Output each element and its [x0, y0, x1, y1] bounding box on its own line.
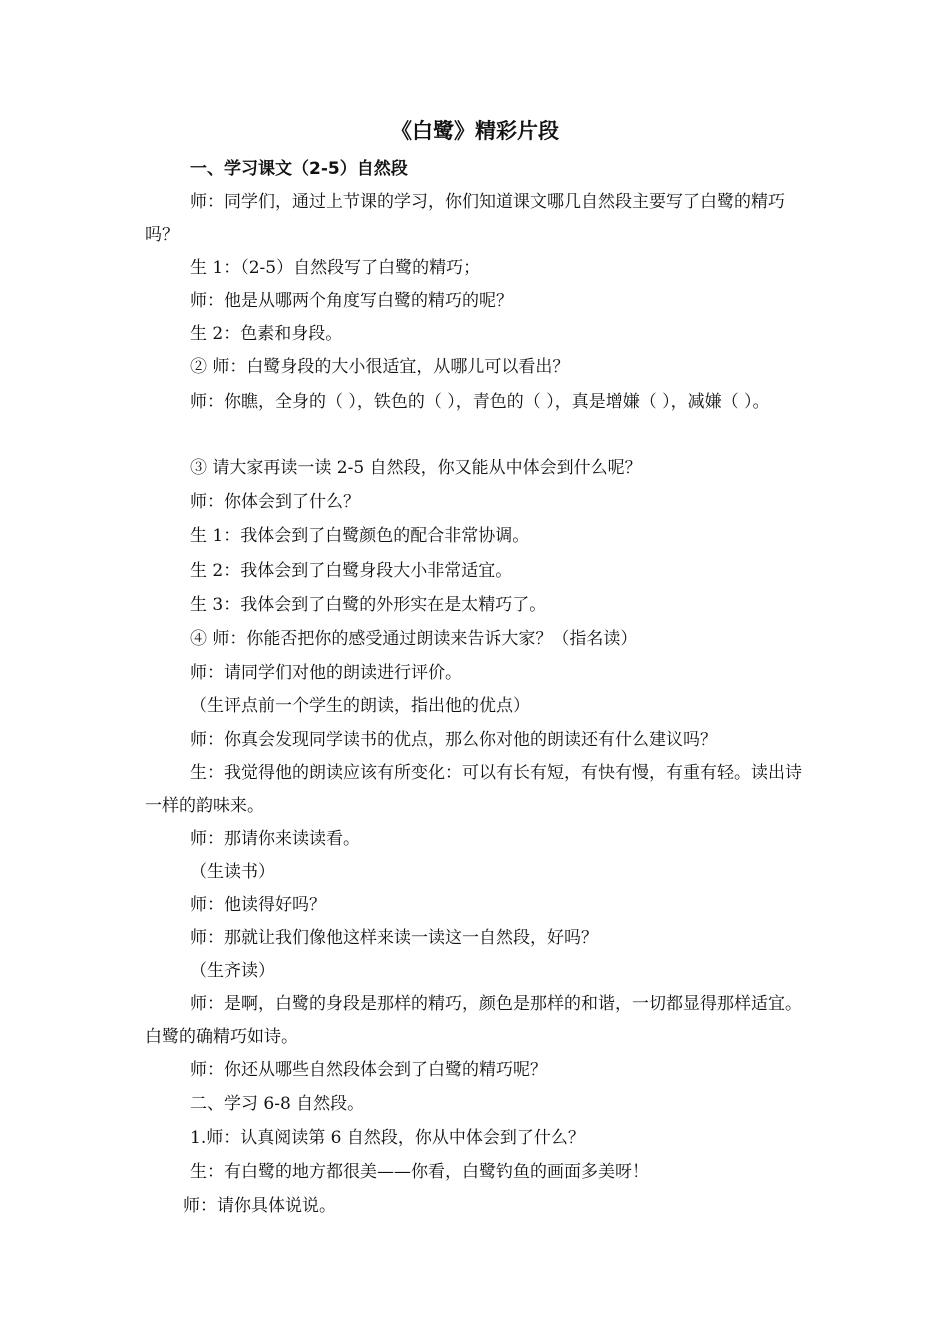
- paragraph: 生 1：我体会到了白鹭颜色的配合非常协调。: [190, 526, 530, 546]
- paragraph: 师：请同学们对他的朗读进行评价。: [190, 663, 462, 683]
- document-title: 《白鹭》精彩片段: [391, 119, 559, 143]
- paragraph: 师：你瞧，全身的（ ），铁色的（ ），青色的（ ），真是增嫌（ ），减嫌（ ）。: [190, 392, 770, 412]
- paragraph: （生评点前一个学生的朗读，指出他的优点）: [190, 696, 530, 716]
- paragraph: 生 2：我体会到了白鹭身段大小非常适宜。: [190, 561, 513, 581]
- section-heading-2: 二、学习 6-8 自然段。: [190, 1094, 365, 1114]
- paragraph: 生 1：（2-5）自然段写了白鹭的精巧；: [190, 258, 481, 278]
- paragraph: 生 2：色素和身段。: [190, 324, 343, 344]
- paragraph: 师：你还从哪些自然段体会到了白鹭的精巧呢？: [190, 1060, 547, 1080]
- section-heading-1: 一、学习课文（2-5）自然段: [190, 159, 408, 179]
- paragraph: 生 3：我体会到了白鹭的外形实在是太精巧了。: [190, 595, 547, 615]
- paragraph: 1.师：认真阅读第 6 自然段，你从中体会到了什么？: [190, 1128, 585, 1148]
- paragraph: 师：他是从哪两个角度写白鹭的精巧的呢？: [190, 291, 513, 311]
- paragraph: 生：我觉得他的朗读应该有所变化：可以有长有短，有快有慢，有重有轻。读出诗一样的韵味来。: [145, 763, 802, 816]
- paragraph: 师：是啊，白鹭的身段是那样的精巧，颜色是那样的和谐，一切都显得那样适宜。白鹭的确精巧如诗。: [145, 994, 802, 1047]
- paragraph: （生读书）: [190, 862, 275, 882]
- paragraph: 师：那请你来读读看。: [190, 829, 360, 849]
- paragraph: 师：你体会到了什么？: [190, 492, 360, 512]
- paragraph: ④ 师：你能否把你的感受通过朗读来告诉大家？（指名读）: [190, 629, 638, 649]
- paragraph: ③ 请大家再读一读 2-5 自然段，你又能从中体会到什么呢？: [190, 458, 642, 478]
- paragraph: 师：那就让我们像他这样来读一读这一自然段，好吗？: [190, 928, 598, 948]
- paragraph: 师：同学们，通过上节课的学习，你们知道课文哪几自然段主要写了白鹭的精巧吗？: [145, 192, 785, 245]
- paragraph: 师：他读得好吗？: [190, 895, 326, 915]
- paragraph: （生齐读）: [190, 961, 275, 981]
- paragraph: 生：有白鹭的地方都很美——你看，白鹭钓鱼的画面多美呀！: [190, 1162, 649, 1182]
- paragraph: 师：请你具体说说。: [183, 1196, 336, 1216]
- paragraph: ② 师：白鹭身段的大小很适宜，从哪儿可以看出？: [190, 357, 570, 377]
- paragraph: 师：你真会发现同学读书的优点，那么你对他的朗读还有什么建议吗？: [190, 730, 717, 750]
